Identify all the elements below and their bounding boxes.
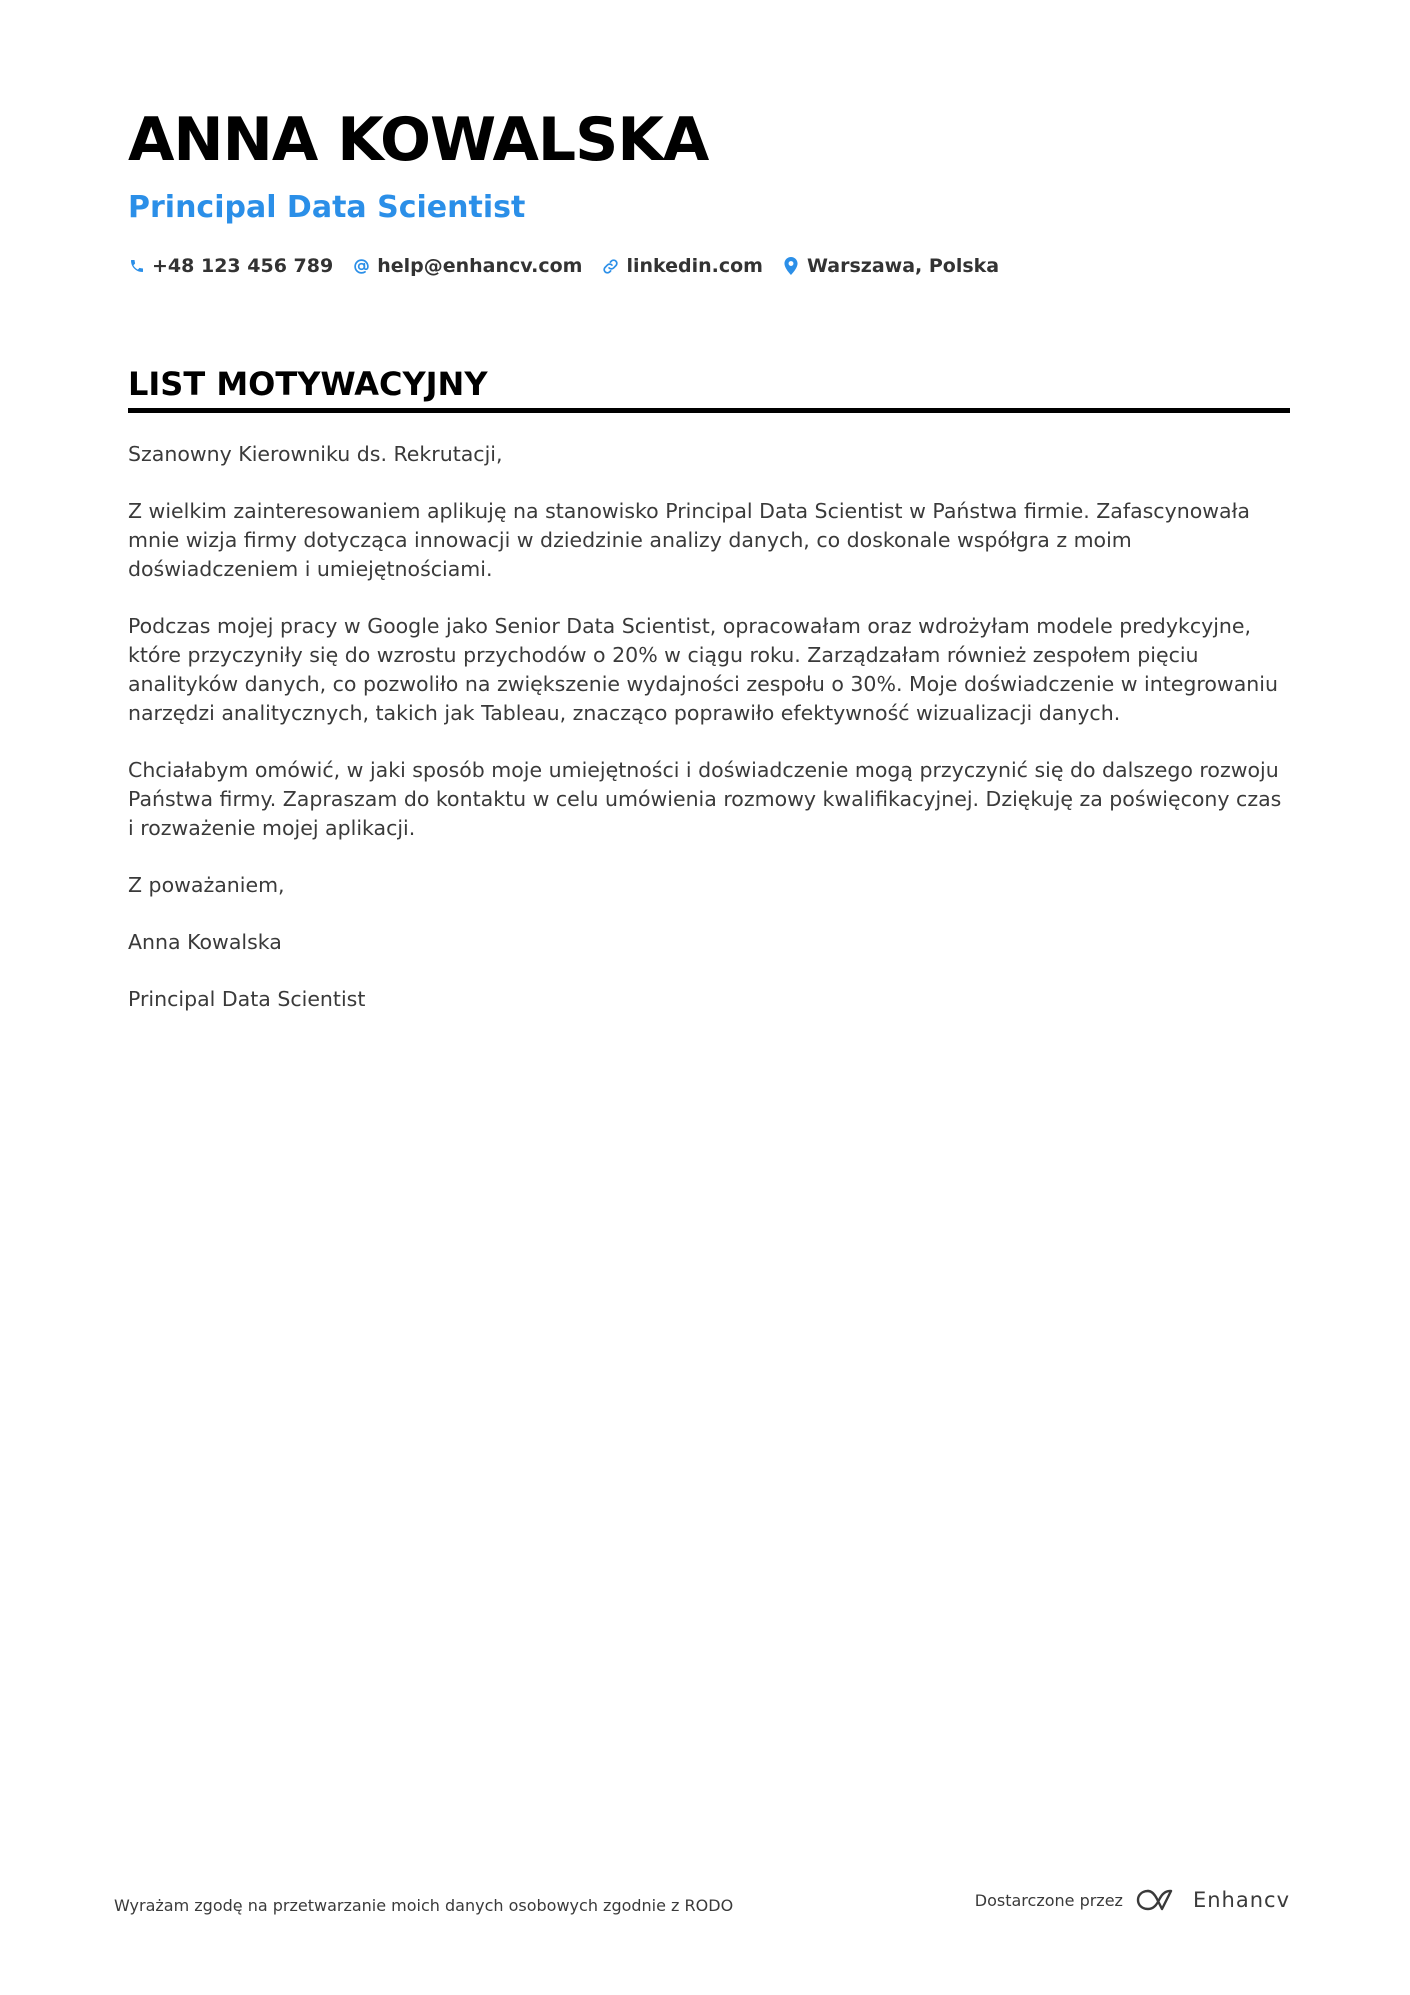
powered-by-label: Dostarczone przez <box>974 1890 1123 1910</box>
contact-phone[interactable] <box>128 255 333 277</box>
paragraph: Z wielkim zainteresowaniem aplikuję na stanowisko Principal Data Scientist w Państwa firmie. Zafascynowała mnie wizja firmy dotycząca innowacji w dziedzinie analizy danych, co doskonale współgra z moim doświadczeniem i umiejętnościami. <box>128 499 1250 581</box>
powered-by[interactable] <box>975 1887 1290 1913</box>
link-icon <box>602 256 619 276</box>
brand-name: Enhancv <box>1192 1888 1290 1912</box>
linkedin-text: linkedin.com <box>626 255 763 277</box>
signature-name: Anna Kowalska <box>128 930 282 954</box>
email-text: help@enhancv.com <box>377 255 583 277</box>
paragraph: Chciałabym omówić, w jaki sposób moje umiejętności i doświadczenie mogą przyczynić się do dalszego rozwoju Państwa firmy. Zapraszam do kontaktu w celu umówienia rozmowy kwalifikacyjnej. Dziękuję za poświęcony czas i rozważenie mojej aplikacji. <box>128 758 1282 840</box>
at-icon <box>353 256 370 276</box>
contact-bar <box>128 255 999 277</box>
consent-note: Wyrażam zgodę na przetwarzanie moich danych osobowych zgodnie z RODO <box>114 1896 734 1915</box>
closing: Z poważaniem, <box>128 873 285 897</box>
candidate-name: ANNA KOWALSKA <box>128 105 709 175</box>
contact-email[interactable] <box>353 255 582 277</box>
location-text: Warszawa, Polska <box>806 255 1000 277</box>
brand-logo[interactable] <box>1135 1887 1290 1913</box>
contact-linkedin[interactable] <box>602 255 763 277</box>
map-pin-icon <box>783 256 800 276</box>
salutation: Szanowny Kierowniku ds. Rekrutacji, <box>128 442 503 466</box>
phone-text: +48 123 456 789 <box>152 255 334 277</box>
contact-location <box>783 255 999 277</box>
enhancv-logo <box>1135 1887 1183 1913</box>
signature-title: Principal Data Scientist <box>128 987 366 1011</box>
letter-body <box>128 440 1290 1042</box>
paragraph: Podczas mojej pracy w Google jako Senior Data Scientist, opracowałam oraz wdrożyłam modele predykcyjne, które przyczyniły się do wzrostu przychodów o 20% w ciągu roku. Zarządzałam również zespołem pięciu analityków danych, co pozwoliło na zwiększenie wydajności zespołu o 30%. Moje doświadczenie w integrowaniu narzędzi analitycznych, takich jak Tableau, znacząco poprawiło efektywność wizualizacji danych. <box>128 614 1278 725</box>
phone-icon <box>128 256 145 276</box>
section-title: LIST MOTYWACYJNY <box>128 368 1290 413</box>
candidate-title: Principal Data Scientist <box>128 190 526 225</box>
